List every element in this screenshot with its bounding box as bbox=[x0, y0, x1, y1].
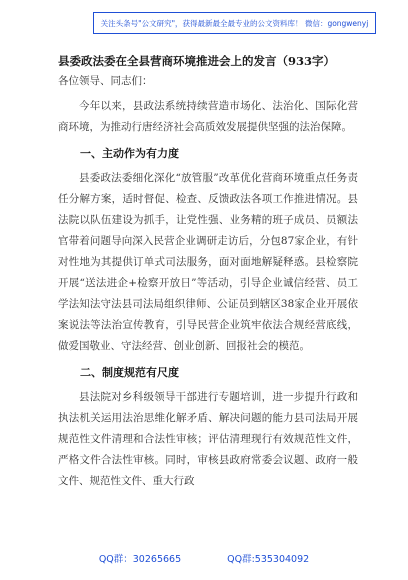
section-2-paragraph: 县法院对乡科级领导干部进行专题培训，进一步提升行政和执法机关运用法治思维化解矛盾、解决问题的能力县司法局开展规范性文件清理和合法性审核；评估清理现行有效规范性文件，严格文件合法性审核。同时，审核县政府常委会议题、政府一般文件、规范性文件、重大行政 bbox=[58, 391, 358, 487]
document-body bbox=[58, 52, 358, 492]
greeting: 各位领导、同志们： bbox=[58, 75, 153, 87]
intro-paragraph: 今年以来，县政法系统持续营造市场化、法治化、国际化营商环境，为推动行唐经济社会高质效发展提供坚强的法治保障。 bbox=[58, 100, 358, 133]
section-1-paragraph: 县委政法委细化深化“放管服”改革优化营商环境重点任务责任分解方案，适时督促、检查、反馈政法各项工作推进情况。县法院以队伍建设为抓手，让党性强、业务精的班子成员、员额法官带着问题导向深入民营企业调研走访后，分包87家企业，有针对性地为其提供订单式司法服务，面对面地解疑释惑。县检察院开展“送法进企+检察开放日”等活动，引导企业诚信经营、员工学法知法守法县司法局组织律师、公证员到辖区38家企业开展依案说法等法治宣传教育，引导民营企业筑牢依法合规经营底线，做爱国敬业、守法经营、创业创新、回报社会的模范。 bbox=[58, 172, 358, 352]
top-banner: 关注头条号"公文研究"，获得最新最全最专业的公文资料库！ 微信：gongwenyj bbox=[93, 12, 376, 34]
document-title: 县委政法委在全县营商环境推进会上的发言（933字） bbox=[58, 54, 336, 68]
section-2-heading: 二、制度规范有尺度 bbox=[80, 366, 179, 379]
section-1-heading: 一、主动作为有力度 bbox=[80, 147, 179, 160]
footer-qq-group-1: QQ群：30265665 bbox=[98, 554, 182, 565]
footer bbox=[0, 548, 408, 568]
footer-qq-group-2: QQ群:535304092 bbox=[227, 554, 310, 565]
